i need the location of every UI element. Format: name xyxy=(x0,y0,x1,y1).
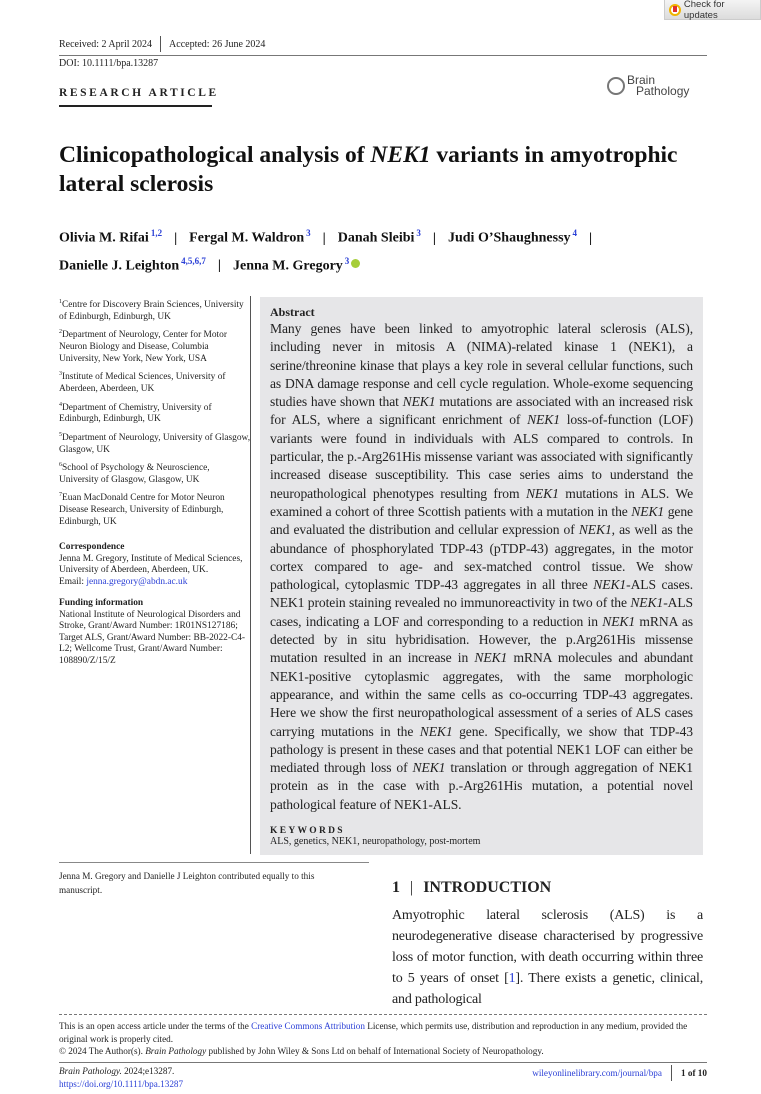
funding-information xyxy=(59,598,251,668)
affiliation-text: School of Psychology & Neuroscience, University of Glasgow, Glasgow, UK xyxy=(59,463,210,485)
intro-text: ]. There exists a genetic, clinical, and pathological xyxy=(392,971,703,1007)
correspondence xyxy=(59,542,251,588)
column-divider xyxy=(250,296,251,854)
affiliation xyxy=(59,400,251,426)
author-separator: | xyxy=(217,258,222,274)
footnote-rule xyxy=(59,862,369,863)
affiliation-number: 7 xyxy=(59,492,62,499)
brain-logo-icon xyxy=(607,77,625,95)
footer-citation xyxy=(59,1065,183,1090)
affiliation-number: 5 xyxy=(59,431,62,438)
check-for-updates-label: Check for updates xyxy=(683,0,725,21)
abstract-segment: mRNA as detected by in situ hybridisation. However, the p.Arg261His missense mutation resulted in an increase in xyxy=(270,613,693,666)
abstract-segment: mRNA molecules and abundant NEK1-positive cytoplasmic aggregates, with the same morphologic appearance, and within the same cells as co-occurring TDP-43 aggregates. Here we show the first neuropathological assessment of a series of ALS cases carrying mutations in the xyxy=(270,650,693,739)
affiliation xyxy=(59,327,251,365)
gene-name: NEK1 xyxy=(474,650,508,666)
email-label: Email: xyxy=(59,576,87,587)
footer-citation-text: 2024;e13287. xyxy=(121,1066,175,1076)
article-title xyxy=(59,141,699,199)
gene-name: NEK1 xyxy=(527,412,560,428)
author: Fergal M. Waldron xyxy=(189,230,305,246)
page-number: 1 of 10 xyxy=(680,1068,707,1078)
license-notice xyxy=(59,1020,709,1058)
gene-name: NEK1 xyxy=(525,485,559,501)
affiliation-text: Department of Chemistry, University of Edinburgh, Edinburgh, UK xyxy=(59,402,212,425)
section-heading-introduction xyxy=(392,879,551,897)
intro-text: Amyotrophic lateral sclerosis (ALS) is a neurodegenerative disease characterised by progressive loss of motor function, with death occurring within three to 5 years of onset [ xyxy=(392,908,703,986)
correspondence-label: Correspondence xyxy=(59,542,125,552)
title-part: Clinicopathological analysis of xyxy=(59,142,371,168)
section-separator: | xyxy=(410,879,414,896)
email-link[interactable]: jenna.gregory@abdn.ac.uk xyxy=(86,576,188,587)
author-separator: | xyxy=(174,230,178,246)
author-affiliation-ref[interactable]: 4,5,6,7 xyxy=(181,255,206,266)
gene-name: NEK1 xyxy=(602,613,636,629)
title-gene: NEK1 xyxy=(370,142,431,168)
keywords: ALS, genetics, NEK1, neuropathology, post-mortem xyxy=(270,836,481,848)
author-affiliation-ref[interactable]: 3 xyxy=(306,228,311,238)
header-rule xyxy=(59,55,707,56)
author: Danah Sleibi xyxy=(337,230,415,246)
affiliation-text: Centre for Discovery Brain Sciences, University of Edinburgh, Edinburgh, UK xyxy=(59,300,244,322)
affiliation xyxy=(59,297,251,323)
abstract-heading: Abstract xyxy=(270,305,315,319)
gene-name: NEK1 xyxy=(412,760,446,776)
abstract-text xyxy=(270,320,693,814)
journal-logo xyxy=(607,75,689,97)
author-affiliation-ref[interactable]: 3 xyxy=(416,228,421,238)
funding-text: National Institute of Neurological Disorders and Stroke, Grant/Award Number: 1R01NS127186; Target ALS, Grant/Award Number: BB-2022-C4-L2; Wellcome Trust, Grant/Award Number: 108890/Z/15/Z xyxy=(59,609,246,666)
author-separator: | xyxy=(432,230,436,246)
affiliation-number: 3 xyxy=(59,371,62,378)
affiliation xyxy=(59,430,251,456)
gene-name: NEK1 xyxy=(419,723,453,739)
author-affiliation-ref[interactable]: 3 xyxy=(344,255,350,266)
article-dates xyxy=(59,36,707,56)
affiliation-text: Euan MacDonald Centre for Motor Neuron Disease Research, University of Edinburgh, Edinburgh, UK xyxy=(59,493,225,527)
author: Olivia M. Rifai xyxy=(59,230,149,246)
affiliation xyxy=(59,460,251,486)
affiliation-text: Department of Neurology, University of Glasgow, Glasgow, UK xyxy=(59,432,251,455)
abstract-segment: Many genes have been linked to amyotrophic lateral sclerosis (ALS), including never in mitosis A (NIMA)-related kinase 1 (NEK1), a serine/threonine kinase that plays a key role in several cellular functions, such as DNA damage response and cell cycle regulation. Whole-exome sequencing studies have shown that xyxy=(270,321,693,410)
accepted-date: Accepted: 26 June 2024 xyxy=(169,38,266,50)
divider xyxy=(671,1065,672,1081)
author-separator: | xyxy=(322,230,326,246)
cc-license-link[interactable]: Creative Commons Attribution xyxy=(251,1021,365,1031)
correspondence-text: Jenna M. Gregory, Institute of Medical Sciences, University of Aberdeen, Aberdeen, UK. xyxy=(59,553,243,576)
introduction-text xyxy=(392,905,703,1010)
copyright-text: published by John Wiley & Sons Ltd on behalf of International Society of Neuropathology. xyxy=(206,1046,544,1056)
affiliations xyxy=(59,297,251,532)
author-list xyxy=(59,222,739,277)
received-date: Received: 2 April 2024 xyxy=(59,38,153,50)
gene-name: NEK1 xyxy=(402,394,436,410)
gene-name: NEK1 xyxy=(578,522,612,538)
abstract-segment: , as well as the abundance of phosphorylated TDP-43 (pTDP-43) aggregates, in the motor cortex compared to age- and sex-matched control tissue. We show pathological, cytoplasmic TDP-43 aggregates in all three xyxy=(270,522,693,593)
author: Jenna M. Gregory xyxy=(233,258,343,274)
author: Danielle J. Leighton xyxy=(59,258,180,274)
reference-link[interactable]: 1 xyxy=(508,971,516,986)
abstract-segment: -ALS cases. NEK1 protein staining revealed no immunoreactivity in two of the xyxy=(270,577,693,611)
keywords-heading: KEYWORDS xyxy=(270,826,345,837)
copyright-journal: Brain Pathology xyxy=(145,1046,207,1056)
footer-right xyxy=(500,1065,707,1081)
affiliation-number: 6 xyxy=(59,462,62,469)
abstract-segment: mutations are associated with an increased risk for ALS, where a significant enrichment of xyxy=(270,394,693,428)
author-affiliation-ref[interactable]: 1,2 xyxy=(150,228,163,238)
license-divider xyxy=(59,1014,707,1015)
gene-name: NEK1 xyxy=(593,577,627,593)
affiliation-number: 1 xyxy=(59,299,62,305)
doi: DOI: 10.1111/bpa.13287 xyxy=(59,58,159,69)
article-type-rule xyxy=(59,105,212,107)
gene-name: NEK1 xyxy=(631,503,665,519)
license-text: This is an open access article under the terms of the xyxy=(59,1021,252,1031)
journal-site-link[interactable]: wileyonlinelibrary.com/journal/bpa xyxy=(532,1068,662,1078)
abstract-segment: mutations in ALS. We examined a cohort of three Scottish patients with a mutation in the xyxy=(270,485,694,519)
affiliation xyxy=(59,490,251,528)
funding-label: Funding information xyxy=(59,598,144,608)
doi-link[interactable]: https://doi.org/10.1111/bpa.13287 xyxy=(59,1078,184,1089)
footer-journal: Brain Pathology. xyxy=(59,1066,122,1076)
abstract-segment: loss-of-function (LOF) variants were found in individuals with ALS compared to controls. In particular, the p.-Arg261His missense variant was associated with significantly increased disease susceptibility. This case series aims to understand the neuropathological phenotypes resulting from xyxy=(270,412,693,501)
article-type: RESEARCH ARTICLE xyxy=(59,87,219,99)
logo-line1: Brain xyxy=(627,73,656,87)
abstract-segment: -ALS cases, indicating a LOF and corresponding to a reduction in xyxy=(270,595,693,629)
author-separator: | xyxy=(589,230,593,246)
affiliation xyxy=(59,369,251,395)
logo-line2: Pathology xyxy=(636,84,690,98)
license-text: License, which permits use, distribution and reproduction in any medium, provided the original work is properly cited. xyxy=(59,1021,688,1044)
author-affiliation-ref[interactable]: 4 xyxy=(572,228,578,238)
affiliation-number: 2 xyxy=(59,329,62,336)
section-number: 1 xyxy=(392,879,400,896)
footnote: Jenna M. Gregory and Danielle J Leighton contributed equally to this manuscript. xyxy=(59,871,315,895)
footer-rule xyxy=(59,1062,707,1063)
gene-name: NEK1 xyxy=(630,595,664,611)
divider xyxy=(160,36,161,52)
abstract-segment: gene and evaluated the distribution and cellular expression of xyxy=(270,503,693,538)
abstract-box xyxy=(260,297,703,855)
section-title: INTRODUCTION xyxy=(423,879,552,896)
author: Judi O’Shaughnessy xyxy=(447,230,571,246)
affiliation-number: 4 xyxy=(59,401,62,408)
crossmark-icon xyxy=(669,4,681,16)
affiliation-text: Department of Neurology, Center for Motor Neuron Biology and Disease, Columbia University, New York, New York, USA xyxy=(59,330,227,364)
copyright-text: © 2024 The Author(s). xyxy=(59,1046,146,1056)
affiliation-text: Institute of Medical Sciences, University of Aberdeen, Aberdeen, UK xyxy=(59,372,226,394)
abstract-segment: translation or through aggregation of NEK1 protein as in the case with p.-Arg261His mutation, a potential novel pathological feature of NEK1-ALS. xyxy=(270,760,693,812)
abstract-segment: gene. Specifically, we show that TDP-43 pathology is present in these cases and that potential NEK1 LOF can either be mediated through loss of xyxy=(270,723,693,776)
check-for-updates-button[interactable] xyxy=(664,0,761,20)
title-part: variants in amyotrophic lateral sclerosis xyxy=(59,142,678,197)
orcid-icon[interactable] xyxy=(351,259,360,268)
